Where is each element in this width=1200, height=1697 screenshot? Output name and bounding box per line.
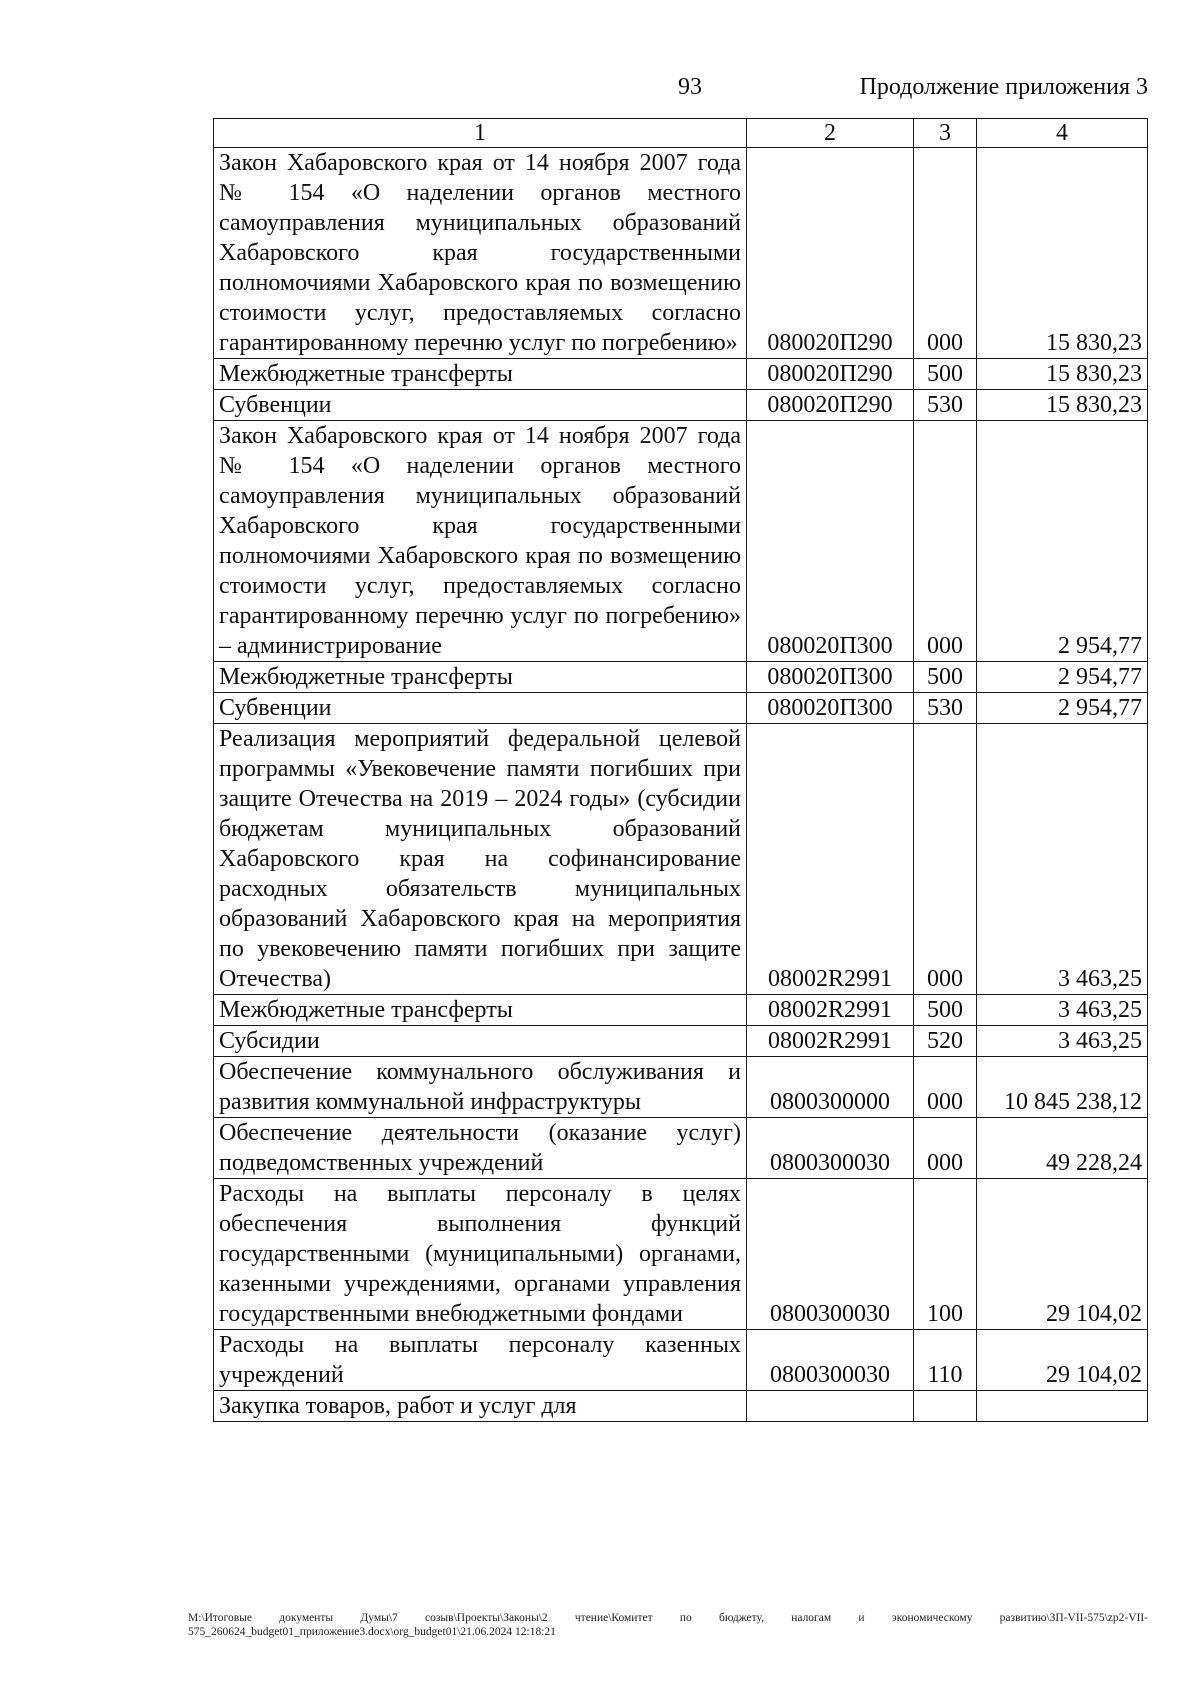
row-amount: 2 954,77	[977, 693, 1148, 724]
row-code: 080020П290	[747, 148, 914, 359]
row-amount: 15 830,23	[977, 359, 1148, 390]
row-code: 0800300030	[747, 1179, 914, 1330]
row-name: Закон Хабаровского края от 14 ноября 2007 года № 154 «О наделении органов местного самоуправления муниципальных образований Хабаровского края государственными полномочиями Хабаровского края по возмещению стоимости услуг, предоставляемых согласно гарантированному перечню услуг по погребению»	[214, 148, 747, 359]
row-name: Обеспечение коммунального обслуживания и развития коммунальной инфраструктуры	[214, 1057, 747, 1118]
table-row	[214, 1026, 1148, 1057]
row-amount: 49 228,24	[977, 1118, 1148, 1179]
row-type: 000	[914, 421, 977, 662]
row-code: 0800300000	[747, 1057, 914, 1118]
row-code: 080020П300	[747, 421, 914, 662]
row-type: 500	[914, 995, 977, 1026]
table-row	[214, 1330, 1148, 1391]
row-name: Межбюджетные трансферты	[214, 995, 747, 1026]
table-row	[214, 1179, 1148, 1330]
row-code: 08002R2991	[747, 995, 914, 1026]
table-row	[214, 693, 1148, 724]
row-type: 000	[914, 1057, 977, 1118]
table-row	[214, 662, 1148, 693]
table-row	[214, 1118, 1148, 1179]
row-name: Закон Хабаровского края от 14 ноября 2007 года № 154 «О наделении органов местного самоуправления муниципальных образований Хабаровского края государственными полномочиями Хабаровского края по возмещению стоимости услуг, предоставляемых согласно гарантированному перечню услуг по погребению» – администрирование	[214, 421, 747, 662]
row-amount: 15 830,23	[977, 390, 1148, 421]
row-amount: 29 104,02	[977, 1179, 1148, 1330]
row-amount: 3 463,25	[977, 724, 1148, 995]
table-row	[214, 995, 1148, 1026]
row-type: 530	[914, 390, 977, 421]
row-code: 08002R2991	[747, 724, 914, 995]
table-row	[214, 1391, 1148, 1422]
row-type: 500	[914, 359, 977, 390]
table-row	[214, 390, 1148, 421]
row-type: 500	[914, 662, 977, 693]
row-type: 000	[914, 1118, 977, 1179]
column-header-amount: 4	[977, 119, 1148, 148]
row-name: Межбюджетные трансферты	[214, 359, 747, 390]
row-amount: 3 463,25	[977, 1026, 1148, 1057]
row-code: 0800300030	[747, 1330, 914, 1391]
column-header-code: 2	[747, 119, 914, 148]
row-amount: 3 463,25	[977, 995, 1148, 1026]
budget-table	[213, 118, 1148, 1422]
row-amount: 2 954,77	[977, 421, 1148, 662]
row-name: Обеспечение деятельности (оказание услуг) подведомственных учреждений	[214, 1118, 747, 1179]
row-amount	[977, 1391, 1148, 1422]
row-amount: 2 954,77	[977, 662, 1148, 693]
row-name: Субсидии	[214, 1026, 747, 1057]
row-code	[747, 1391, 914, 1422]
row-type: 100	[914, 1179, 977, 1330]
row-amount: 15 830,23	[977, 148, 1148, 359]
row-name: Расходы на выплаты персоналу в целях обеспечения выполнения функций государственными (муниципальными) органами, казенными учреждениями, органами управления государственными внебюджетными фондами	[214, 1179, 747, 1330]
row-code: 0800300030	[747, 1118, 914, 1179]
row-type	[914, 1391, 977, 1422]
column-header-name: 1	[214, 119, 747, 148]
row-type: 530	[914, 693, 977, 724]
column-header-type: 3	[914, 119, 977, 148]
row-code: 08002R2991	[747, 1026, 914, 1057]
row-name: Субвенции	[214, 693, 747, 724]
row-code: 080020П300	[747, 662, 914, 693]
table-row	[214, 1057, 1148, 1118]
table-row	[214, 359, 1148, 390]
row-name: Межбюджетные трансферты	[214, 662, 747, 693]
page-caption: Продолжение приложения 3	[859, 74, 1148, 100]
row-name: Реализация мероприятий федеральной целевой программы «Увековечение памяти погибших при защите Отечества на 2019 – 2024 годы» (субсидии бюджетам муниципальных образований Хабаровского края на софинансирование расходных обязательств муниципальных образований Хабаровского края на мероприятия по увековечению памяти погибших при защите Отечества)	[214, 724, 747, 995]
row-name: Субвенции	[214, 390, 747, 421]
row-amount: 29 104,02	[977, 1330, 1148, 1391]
table-row	[214, 724, 1148, 995]
row-code: 080020П290	[747, 359, 914, 390]
table-row	[214, 148, 1148, 359]
page-number: 93	[678, 74, 702, 100]
row-type: 520	[914, 1026, 977, 1057]
row-code: 080020П300	[747, 693, 914, 724]
footer-file-path: M:\Итоговые документы Думы\7 созыв\Проекты\Законы\2 чтение\Комитет по бюджету, налогам и экономическому развитию\ЗП-VII-575\zp2-VII-575_260624_budget01_приложение3.docx\org_budget01\21.06.2024 12:18:21	[188, 1612, 1148, 1638]
row-type: 000	[914, 724, 977, 995]
row-type: 000	[914, 148, 977, 359]
row-code: 080020П290	[747, 390, 914, 421]
table-header-row	[214, 119, 1148, 148]
row-name: Закупка товаров, работ и услуг для	[214, 1391, 747, 1422]
row-amount: 10 845 238,12	[977, 1057, 1148, 1118]
table-row	[214, 421, 1148, 662]
row-name: Расходы на выплаты персоналу казенных учреждений	[214, 1330, 747, 1391]
row-type: 110	[914, 1330, 977, 1391]
